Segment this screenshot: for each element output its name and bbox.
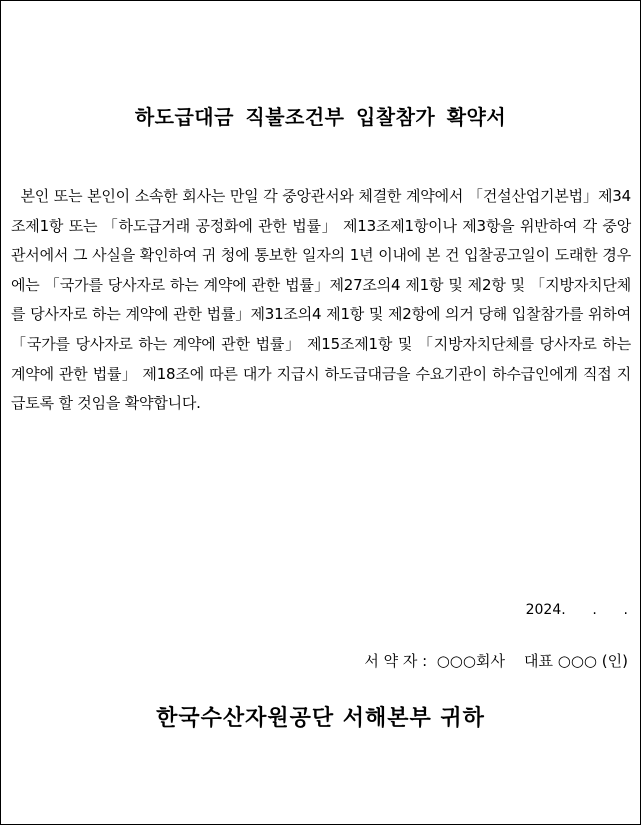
document-title: 하도급대금 직불조건부 입찰참가 확약서 xyxy=(134,105,507,129)
pledge-body-text xyxy=(11,182,631,419)
pledge-body-content: 본인 또는 본인이 소속한 회사는 만일 각 중앙관서와 체결한 계약에서 「건설산업기본법」제34조제1항 또는 「하도급거래 공정화에 관한 법률」 제13조제1항이나 제3항을 위반하여 각 중앙관서에서 그 사실을 확인하여 귀 청에 통보한 일자의 1년 이내에 본 건 입찰공고일이 도래한 경우에는 「국가를 당사자로 하는 계약에 관한 법률」제27조의4 제1항 및 제2항 및 「지방자치단체를 당사자로 하는 계약에 관한 법률」제31조의4 제1항 및 제2항에 의거 당해 입찰참가를 위하여 「국가를 당사자로 하는 계약에 관한 법률」 제15조제1항 및 「지방자치단체를 당사자로 하는 계약에 관한 법률」 제18조에 따른 대가 지급시 하도급대금을 수요기관이 하수급인에게 직접 지급토록 할 것임을 확약합니다. xyxy=(11,187,631,413)
signer-line: 서 약 자 : ○○○회사 대표 ○○○ (인) xyxy=(364,652,628,670)
pledge-date: 2024. . . xyxy=(525,602,628,618)
addressee: 한국수산자원공단 서해본부 귀하 xyxy=(156,705,485,731)
